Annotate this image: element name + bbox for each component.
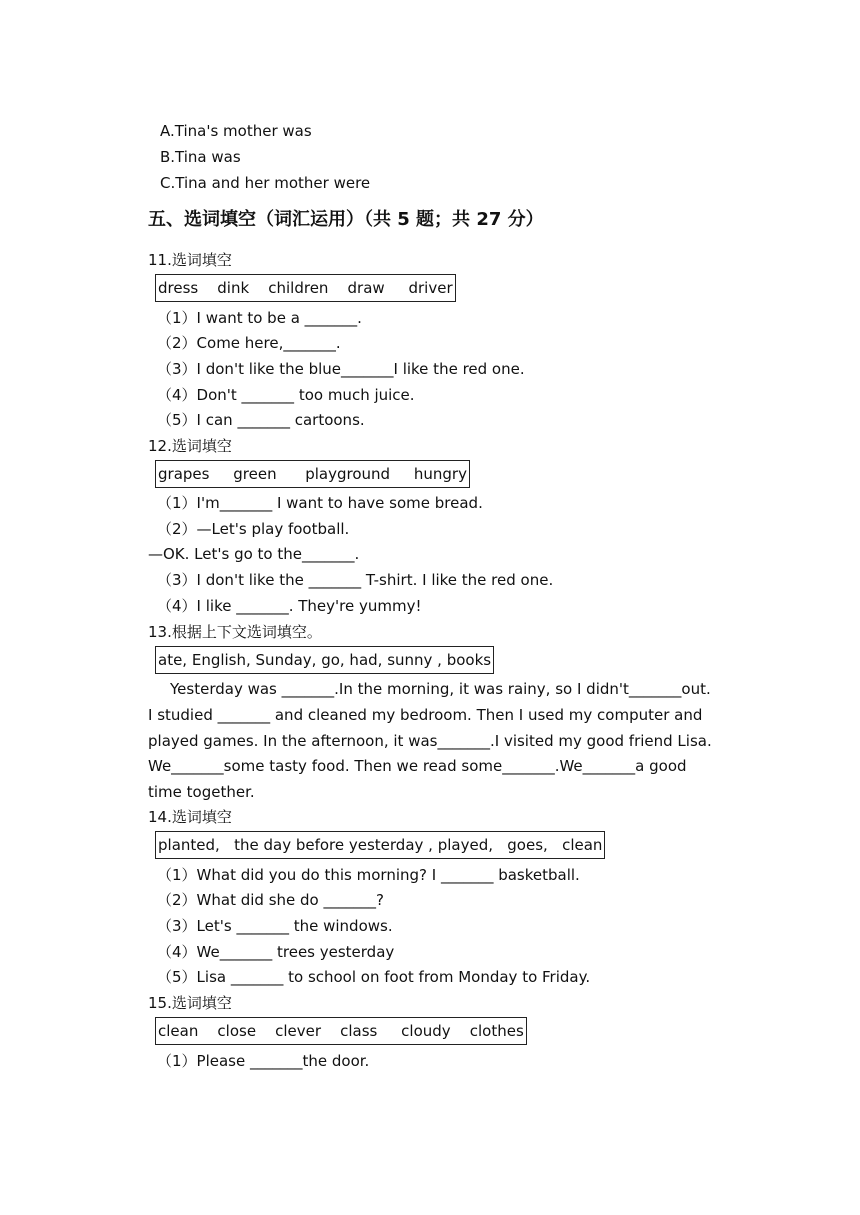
q12-title: 12.选词填空 xyxy=(148,437,232,455)
q13-passage-line-1: Yesterday was _______.In the morning, it was rainy, so I didn't_______out. xyxy=(170,680,711,698)
q15-wordbox: clean close clever class cloudy clothes xyxy=(155,1017,527,1045)
q15-title: 15.选词填空 xyxy=(148,994,232,1012)
q11-item-3: （3）I don't like the blue_______I like the red one. xyxy=(157,360,525,378)
q13-passage-line-3: played games. In the afternoon, it was_______.I visited my good friend Lisa. xyxy=(148,732,712,750)
section-title: 五、选词填空（词汇运用）（共 5 题；共 27 分） xyxy=(148,209,544,230)
q12-wordbox: grapes green playground hungry xyxy=(155,460,470,488)
q12-item-2: （2）—Let's play football. xyxy=(157,520,350,538)
q11-item-4: （4）Don't _______ too much juice. xyxy=(157,386,415,404)
q12-item-3: （3）I don't like the _______ T-shirt. I like the red one. xyxy=(157,571,554,589)
q12-item-1: （1）I'm_______ I want to have some bread. xyxy=(157,494,483,512)
q13-title: 13.根据上下文选词填空。 xyxy=(148,623,322,641)
q14-item-4: （4）We_______ trees yesterday xyxy=(157,943,395,961)
q11-item-1: （1）I want to be a _______. xyxy=(157,309,362,327)
q14-wordbox: planted, the day before yesterday , played, goes, clean xyxy=(155,831,605,859)
option-b: B.Tina was xyxy=(160,148,241,166)
q13-passage-line-4: We_______some tasty food. Then we read some_______.We_______a good xyxy=(148,757,687,775)
q14-item-1: （1）What did you do this morning? I _______ basketball. xyxy=(157,866,580,884)
q11-item-5: （5）I can _______ cartoons. xyxy=(157,411,365,429)
q11-item-2: （2）Come here,_______. xyxy=(157,334,341,352)
q13-wordbox: ate, English, Sunday, go, had, sunny , books xyxy=(155,646,494,674)
q14-title: 14.选词填空 xyxy=(148,808,232,826)
q11-wordbox: dress dink children draw driver xyxy=(155,274,456,302)
q13-passage-line-2: I studied _______ and cleaned my bedroom. Then I used my computer and xyxy=(148,706,703,724)
q11-title: 11.选词填空 xyxy=(148,251,232,269)
q14-item-5: （5）Lisa _______ to school on foot from Monday to Friday. xyxy=(157,968,591,986)
q13-passage-line-5: time together. xyxy=(148,783,255,801)
q14-item-2: （2）What did she do _______? xyxy=(157,891,384,909)
q14-item-3: （3）Let's _______ the windows. xyxy=(157,917,393,935)
q12-item-2-reply: —OK. Let's go to the_______. xyxy=(148,545,360,563)
q12-item-4: （4）I like _______. They're yummy! xyxy=(157,597,422,615)
q15-item-1: （1）Please _______the door. xyxy=(157,1052,370,1070)
option-c: C.Tina and her mother were xyxy=(160,174,371,192)
option-a: A.Tina's mother was xyxy=(160,122,312,140)
